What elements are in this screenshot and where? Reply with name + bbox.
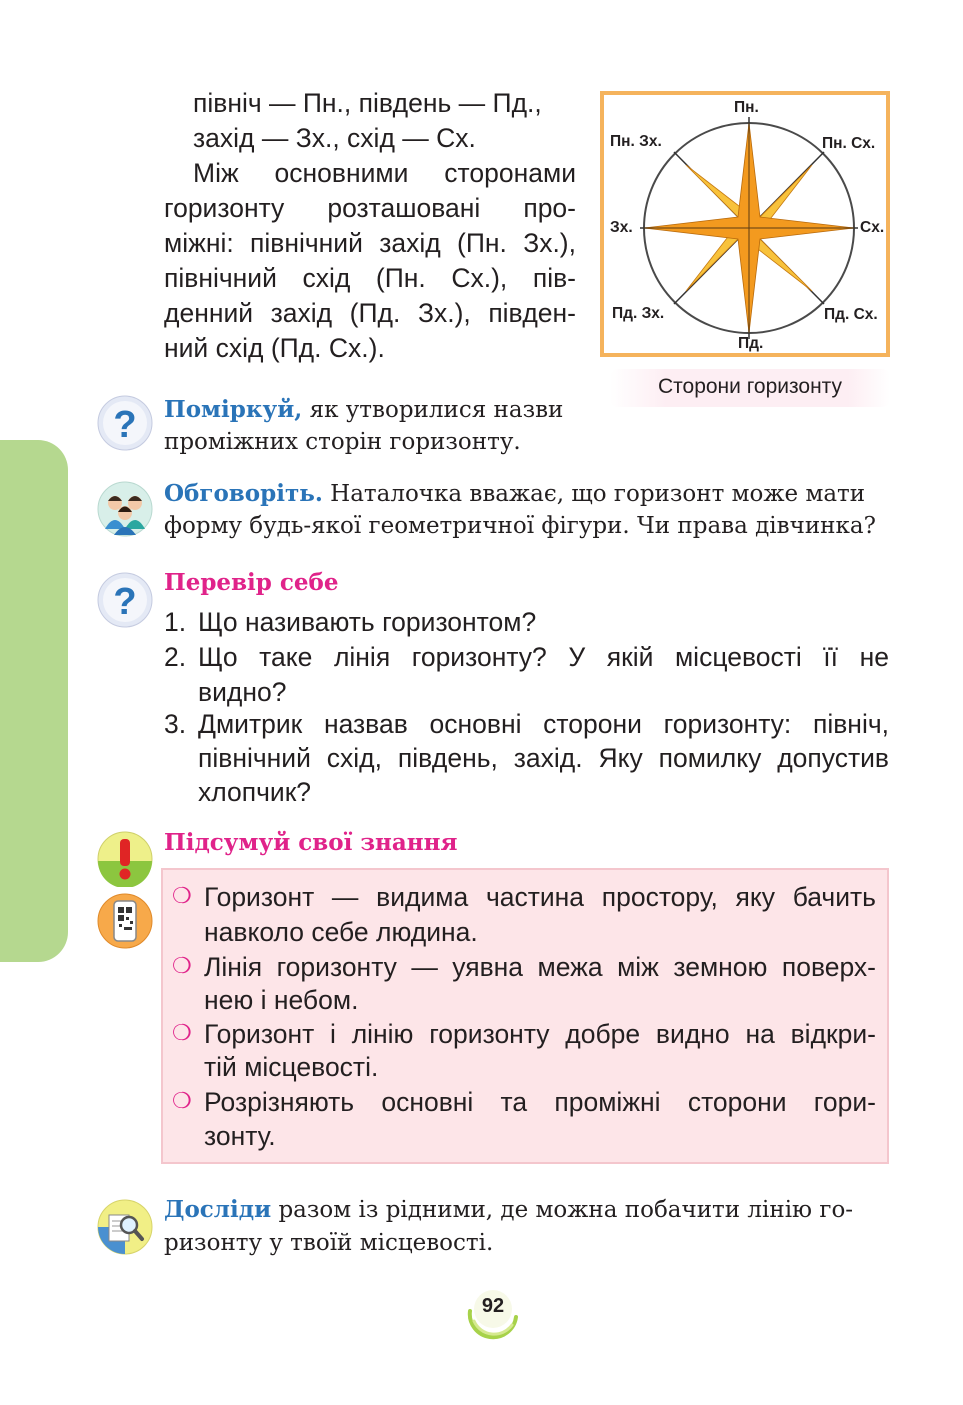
- bullet-icon: ❍: [172, 1088, 192, 1113]
- compass-label-nw: Пн. Зх.: [610, 133, 662, 150]
- summary-item-2-line-1: Лінія горизонту — уявна межа між земною поверх-: [204, 952, 876, 982]
- think-text: як утворилися назви: [302, 397, 564, 423]
- discuss-line-2: форму будь-якої геометричної фігури. Чи права дівчинка?: [164, 513, 876, 539]
- compass-label-sw: Пд. Зх.: [612, 305, 665, 322]
- summary-item-4-line-1: Розрізняють основні та проміжні сторони гори-: [204, 1087, 876, 1117]
- bullet-icon: ❍: [172, 883, 192, 908]
- page-number-badge: [466, 1287, 520, 1341]
- discuss-lead: Обговоріть.: [164, 480, 323, 507]
- intro-para-line: горизонту розташовані про-: [164, 193, 576, 223]
- compass-caption: Сторони горизонту: [610, 369, 890, 407]
- intro-para-line: Між основними сторонами: [193, 158, 576, 188]
- summary-item-4-line-2: зонту.: [204, 1121, 276, 1151]
- magnifier-icon: [97, 1199, 153, 1255]
- question-number: 3.: [164, 709, 187, 739]
- intro-para-line: денний захід (Пд. Зх.), півден-: [164, 298, 576, 328]
- intro-para-line: ний схід (Пд. Сх.).: [164, 333, 385, 363]
- page-number: 92: [481, 1295, 505, 1317]
- side-tab: [0, 440, 68, 962]
- check-title: Перевір себе: [164, 569, 339, 596]
- intro-para-line: північний схід (Пн. Сх.), пів-: [164, 263, 576, 293]
- compass-label-w: Зх.: [610, 219, 633, 236]
- summary-item-3-line-1: Горизонт і лінію горизонту добре видно на відкри-: [204, 1019, 876, 1049]
- summary-item-1-line-2: навколо себе людина.: [204, 917, 478, 947]
- question-number: 2.: [164, 642, 187, 672]
- summary-item-1-line-1: Горизонт — видима частина простору, яку бачить: [204, 882, 876, 912]
- svg-text:?: ?: [113, 404, 137, 446]
- research-line-1: [164, 1193, 889, 1227]
- intro-line-2: захід — Зх., схід — Сх.: [193, 123, 476, 153]
- compass-label-ne: Пн. Сх.: [822, 135, 876, 152]
- qr-phone-icon: [97, 893, 153, 949]
- bullet-icon: ❍: [172, 1020, 192, 1045]
- compass-label-s: Пд.: [738, 335, 764, 352]
- question-icon: [97, 395, 153, 451]
- compass-label-se: Пд. Сх.: [824, 306, 878, 323]
- think-line-2: проміжних сторін горизонту.: [164, 429, 521, 455]
- intro-para-line: міжні: північний захід (Пн. Зх.),: [164, 228, 576, 258]
- question-icon: [97, 572, 153, 628]
- think-line-1: [164, 393, 563, 427]
- think-lead: Поміркуй,: [164, 396, 303, 423]
- compass-label-n: Пн.: [734, 99, 759, 116]
- question-2-line-2: видно?: [198, 677, 287, 707]
- summary-item-2-line-2: нею і небом.: [204, 985, 359, 1015]
- intro-line-1: північ — Пн., південь — Пд.,: [193, 88, 542, 118]
- bullet-icon: ❍: [172, 953, 192, 978]
- exclamation-icon: [97, 831, 153, 887]
- question-3-line-3: хлопчик?: [198, 777, 312, 807]
- question-2-line-1: Що таке лінія горизонту? У якій місцевості її не: [198, 642, 889, 672]
- research-line-2: ризонту у твоїй місцевості.: [164, 1230, 494, 1256]
- discuss-line-1: [164, 477, 889, 511]
- research-text: разом із рідними, де можна побачити лінію го-: [271, 1197, 854, 1223]
- question-3-line-1: Дмитрик назвав основні сторони горизонту: північ,: [198, 709, 889, 739]
- summary-title: Підсумуй свої знання: [164, 829, 458, 856]
- compass-figure: [600, 91, 890, 357]
- children-icon: [97, 481, 153, 537]
- summary-item-3-line-2: тій місцевості.: [204, 1052, 379, 1082]
- research-lead: Досліди: [164, 1196, 272, 1223]
- discuss-text: Наталочка вважає, що горизонт може мати: [322, 481, 866, 507]
- question-1: Що називають горизонтом?: [198, 607, 537, 637]
- question-number: 1.: [164, 607, 187, 637]
- question-3-line-2: північний схід, південь, захід. Яку помилку допустив: [198, 743, 889, 773]
- svg-text:?: ?: [113, 581, 137, 623]
- compass-label-e: Сх.: [860, 219, 885, 236]
